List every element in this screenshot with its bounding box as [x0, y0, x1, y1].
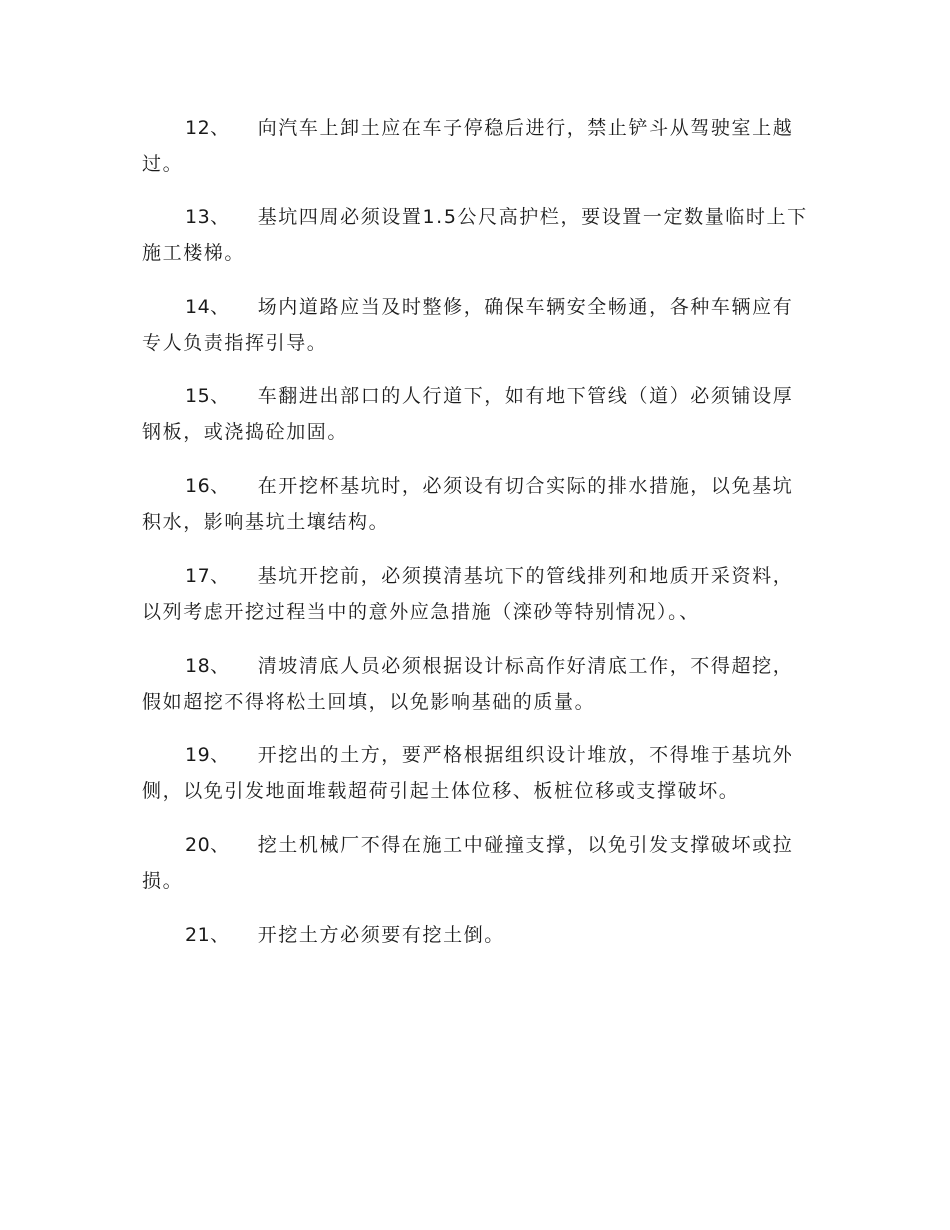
item-number: 14、 [185, 296, 230, 318]
list-item [142, 199, 808, 271]
item-number: 15、 [185, 385, 230, 407]
item-number: 20、 [185, 834, 230, 856]
list-item [142, 110, 808, 182]
item-text: 清坡清底人员必须根据设计标高作好清底工作，不得超挖，假如超挖不得将松土回填，以免影响基础的质量。 [142, 655, 794, 713]
item-number: 13、 [185, 206, 230, 228]
item-text: 场内道路应当及时整修，确保车辆安全畅通，各种车辆应有专人负责指挥引导。 [142, 296, 794, 354]
item-number: 19、 [185, 744, 230, 766]
item-text: 开挖出的土方，要严格根据组织设计堆放，不得堆于基坑外侧，以免引发地面堆载超荷引起土体位移、板桩位移或支撑破坏。 [142, 744, 794, 802]
list-item [142, 737, 808, 809]
list-item [142, 648, 808, 720]
list-item [142, 378, 808, 450]
list-item [142, 558, 808, 630]
item-text: 向汽车上卸土应在车子停稳后进行，禁止铲斗从驾驶室上越过。 [142, 117, 794, 175]
list-item [142, 468, 808, 540]
list-item [142, 827, 808, 899]
item-text: 挖土机械厂不得在施工中碰撞支撑，以免引发支撑破坏或拉损。 [142, 834, 794, 892]
item-number: 17、 [185, 565, 230, 587]
list-item [142, 289, 808, 361]
item-number: 16、 [185, 475, 230, 497]
list-item [142, 917, 808, 953]
item-number: 21、 [185, 924, 230, 946]
item-text: 在开挖杯基坑时，必须设有切合实际的排水措施，以免基坑积水，影响基坑土壤结构。 [142, 475, 794, 533]
item-text: 开挖土方必须要有挖土倒。 [257, 924, 505, 946]
item-text: 基坑四周必须设置1.5公尺高护栏，要设置一定数量临时上下施工楼梯。 [142, 206, 808, 264]
item-number: 18、 [185, 655, 230, 677]
item-text: 车翻进出部口的人行道下，如有地下管线（道）必须铺设厚钢板，或浇捣砼加固。 [142, 385, 794, 443]
item-number: 12、 [185, 117, 230, 139]
item-text: 基坑开挖前，必须摸清基坑下的管线排列和地质开采资料，以列考虑开挖过程当中的意外应急措施（滦砂等特别情况）。、 [142, 565, 794, 623]
